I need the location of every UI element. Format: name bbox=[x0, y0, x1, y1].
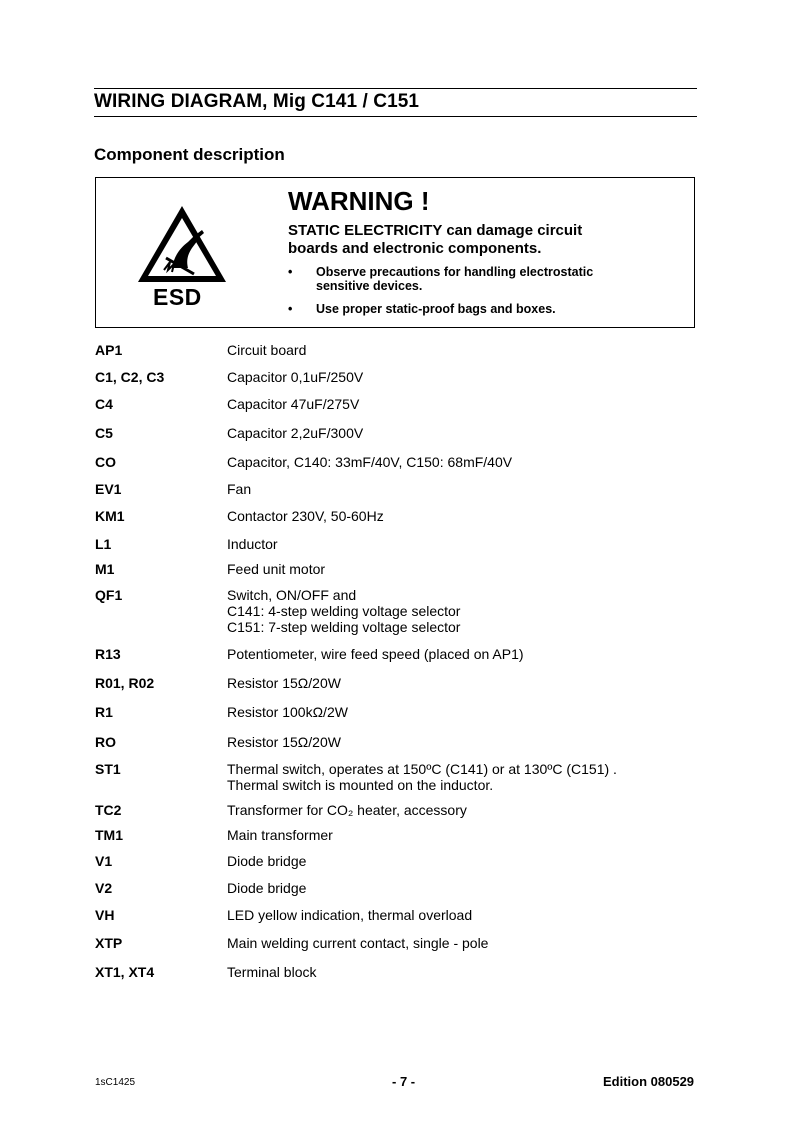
component-code: R13 bbox=[95, 646, 121, 662]
component-code: AP1 bbox=[95, 342, 123, 358]
warning-bullet-line: Observe precautions for handling electrostatic bbox=[316, 265, 594, 279]
component-description: Resistor 15Ω/20W bbox=[227, 734, 341, 750]
component-code: C4 bbox=[95, 396, 113, 412]
warning-bullet-line: Use proper static-proof bags and boxes. bbox=[316, 302, 556, 316]
warning-bullet-line: sensitive devices. bbox=[316, 279, 423, 293]
component-description bbox=[227, 761, 707, 793]
component-code: VH bbox=[95, 907, 115, 923]
warning-text-line: boards and electronic components. bbox=[288, 240, 542, 257]
component-description: Resistor 15Ω/20W bbox=[227, 675, 341, 691]
component-code: XT1, XT4 bbox=[95, 964, 155, 980]
footer-page-number: - 7 - bbox=[392, 1074, 416, 1089]
component-code: RO bbox=[95, 734, 116, 750]
component-description-line: C141: 4-step welding voltage selector bbox=[227, 603, 461, 619]
header-rule-top bbox=[94, 88, 697, 89]
component-description-line: Switch, ON/OFF and bbox=[227, 587, 357, 603]
header-rule-bottom bbox=[94, 116, 697, 117]
warning-title: WARNING ! bbox=[288, 186, 430, 216]
section-heading: Component description bbox=[94, 145, 285, 164]
component-description-line: C151: 7-step welding voltage selector bbox=[227, 619, 461, 635]
bullet-dot-icon: • bbox=[288, 302, 293, 316]
component-code: L1 bbox=[95, 536, 112, 552]
footer-doc-id: 1sC1425 bbox=[95, 1077, 136, 1088]
page-title: WIRING DIAGRAM, Mig C141 / C151 bbox=[94, 91, 420, 112]
component-code: KM1 bbox=[95, 508, 125, 524]
component-description: Resistor 100kΩ/2W bbox=[227, 704, 348, 720]
component-description: Diode bridge bbox=[227, 853, 307, 869]
component-code: QF1 bbox=[95, 587, 123, 603]
component-code: TM1 bbox=[95, 827, 123, 843]
warning-bullet bbox=[288, 302, 688, 316]
component-code: EV1 bbox=[95, 481, 122, 497]
warning-text bbox=[288, 222, 668, 258]
bullet-dot-icon: • bbox=[288, 265, 293, 279]
component-description: Contactor 230V, 50-60Hz bbox=[227, 508, 384, 524]
esd-warning-box bbox=[95, 177, 695, 328]
component-description: Potentiometer, wire feed speed (placed on AP1) bbox=[227, 646, 524, 662]
warning-text-line: STATIC ELECTRICITY can damage circuit bbox=[288, 222, 583, 239]
esd-label: ESD bbox=[153, 284, 202, 310]
component-code: TC2 bbox=[95, 802, 122, 818]
component-code: C5 bbox=[95, 425, 113, 441]
component-code: V1 bbox=[95, 853, 113, 869]
warning-bullet-list bbox=[288, 265, 688, 316]
component-description bbox=[227, 587, 707, 635]
component-description: Capacitor 2,2uF/300V bbox=[227, 425, 364, 441]
component-description: Fan bbox=[227, 481, 252, 497]
component-description: Circuit board bbox=[227, 342, 307, 358]
warning-bullet bbox=[288, 265, 688, 293]
component-description: Inductor bbox=[227, 536, 278, 552]
component-description: Capacitor, C140: 33mF/40V, C150: 68mF/40V bbox=[227, 454, 513, 470]
component-description: Main welding current contact, single - pole bbox=[227, 935, 489, 951]
component-description: LED yellow indication, thermal overload bbox=[227, 907, 473, 923]
component-description-line: Thermal switch is mounted on the inductor. bbox=[227, 777, 494, 793]
component-description-line: Thermal switch, operates at 150ºC (C141) or at 130ºC (C151) . bbox=[227, 761, 617, 777]
component-code: ST1 bbox=[95, 761, 121, 777]
component-description: Terminal block bbox=[227, 964, 317, 980]
component-description: Feed unit motor bbox=[227, 561, 326, 577]
footer-edition: Edition 080529 bbox=[603, 1074, 695, 1089]
component-code: CO bbox=[95, 454, 116, 470]
component-code: XTP bbox=[95, 935, 123, 951]
component-code: M1 bbox=[95, 561, 115, 577]
component-code: R1 bbox=[95, 704, 113, 720]
component-description: Capacitor 0,1uF/250V bbox=[227, 369, 364, 385]
component-code: V2 bbox=[95, 880, 113, 896]
component-description: Diode bridge bbox=[227, 880, 307, 896]
esd-warning-triangle-icon bbox=[136, 204, 228, 286]
component-description: Main transformer bbox=[227, 827, 333, 843]
component-code: C1, C2, C3 bbox=[95, 369, 165, 385]
component-description: Transformer for CO₂ heater, accessory bbox=[227, 802, 467, 818]
component-description: Capacitor 47uF/275V bbox=[227, 396, 360, 412]
component-code: R01, R02 bbox=[95, 675, 155, 691]
